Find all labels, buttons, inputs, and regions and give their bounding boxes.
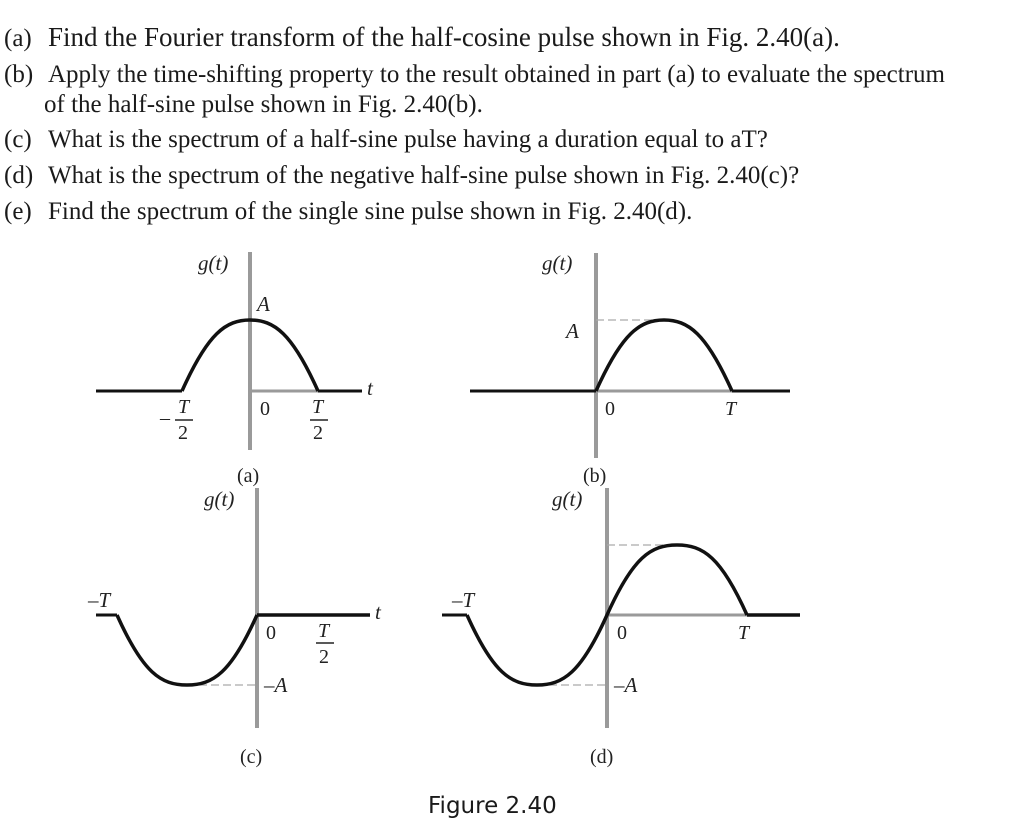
- t-left-numerator: T: [178, 396, 190, 418]
- problem-text: Apply the time-shifting property to the result obtained in part (a) to evaluate the spectrum: [48, 61, 945, 88]
- figure-caption: Figure 2.40: [428, 793, 557, 819]
- sublabel: (d): [590, 746, 614, 768]
- origin-label: 0: [605, 398, 615, 420]
- negative-half-sine-pulse: [117, 615, 257, 685]
- minus-sign: –: [160, 407, 170, 429]
- origin-label: 0: [617, 622, 627, 644]
- t-label: T: [725, 398, 737, 420]
- t-right-numerator: T: [312, 396, 324, 418]
- half-sine-pulse: [596, 320, 732, 391]
- problem-label: (c): [4, 126, 32, 153]
- problem-text: Find the Fourier transform of the half-cosine pulse shown in Fig. 2.40(a).: [48, 22, 840, 52]
- y-label: g(t): [552, 487, 583, 511]
- problem-label: (b): [4, 61, 34, 88]
- x-label: t: [367, 376, 373, 400]
- problem-text: What is the spectrum of the negative half-sine pulse shown in Fig. 2.40(c)?: [48, 162, 800, 189]
- problem-text: Find the spectrum of the single sine pulse shown in Fig. 2.40(d).: [48, 198, 693, 225]
- x-label: t: [375, 600, 381, 624]
- neg-t-label: –T: [452, 588, 475, 612]
- neg-amplitude-label: –A: [614, 673, 638, 697]
- figure-b: [470, 251, 790, 487]
- neg-amplitude-label: –A: [264, 673, 288, 697]
- neg-t-label: –T: [88, 588, 111, 612]
- problem-label: (a): [4, 25, 32, 52]
- problem-label: (d): [4, 162, 34, 189]
- problem-text: What is the spectrum of a half-sine pulse having a duration equal to aT?: [48, 126, 768, 153]
- t-left-denominator: 2: [178, 422, 188, 444]
- figure-d: [442, 487, 800, 768]
- y-label: g(t): [542, 251, 573, 275]
- origin-label: 0: [266, 622, 276, 644]
- amplitude-label: A: [257, 292, 270, 316]
- t-denominator: 2: [319, 646, 329, 668]
- figure-a: [96, 251, 374, 487]
- t-label: T: [738, 622, 750, 644]
- sublabel: (a): [237, 465, 260, 487]
- figure-c: [87, 487, 382, 768]
- sublabel: (c): [240, 746, 263, 768]
- problem-text-continued: of the half-sine pulse shown in Fig. 2.40(b).: [44, 91, 483, 118]
- y-label: g(t): [198, 251, 229, 275]
- origin-label: 0: [260, 398, 270, 420]
- amplitude-label: A: [566, 319, 579, 343]
- t-right-denominator: 2: [313, 422, 323, 444]
- y-label: g(t): [204, 487, 235, 511]
- t-numerator: T: [318, 620, 330, 642]
- sublabel: (b): [583, 465, 607, 487]
- problem-label: (e): [4, 198, 32, 225]
